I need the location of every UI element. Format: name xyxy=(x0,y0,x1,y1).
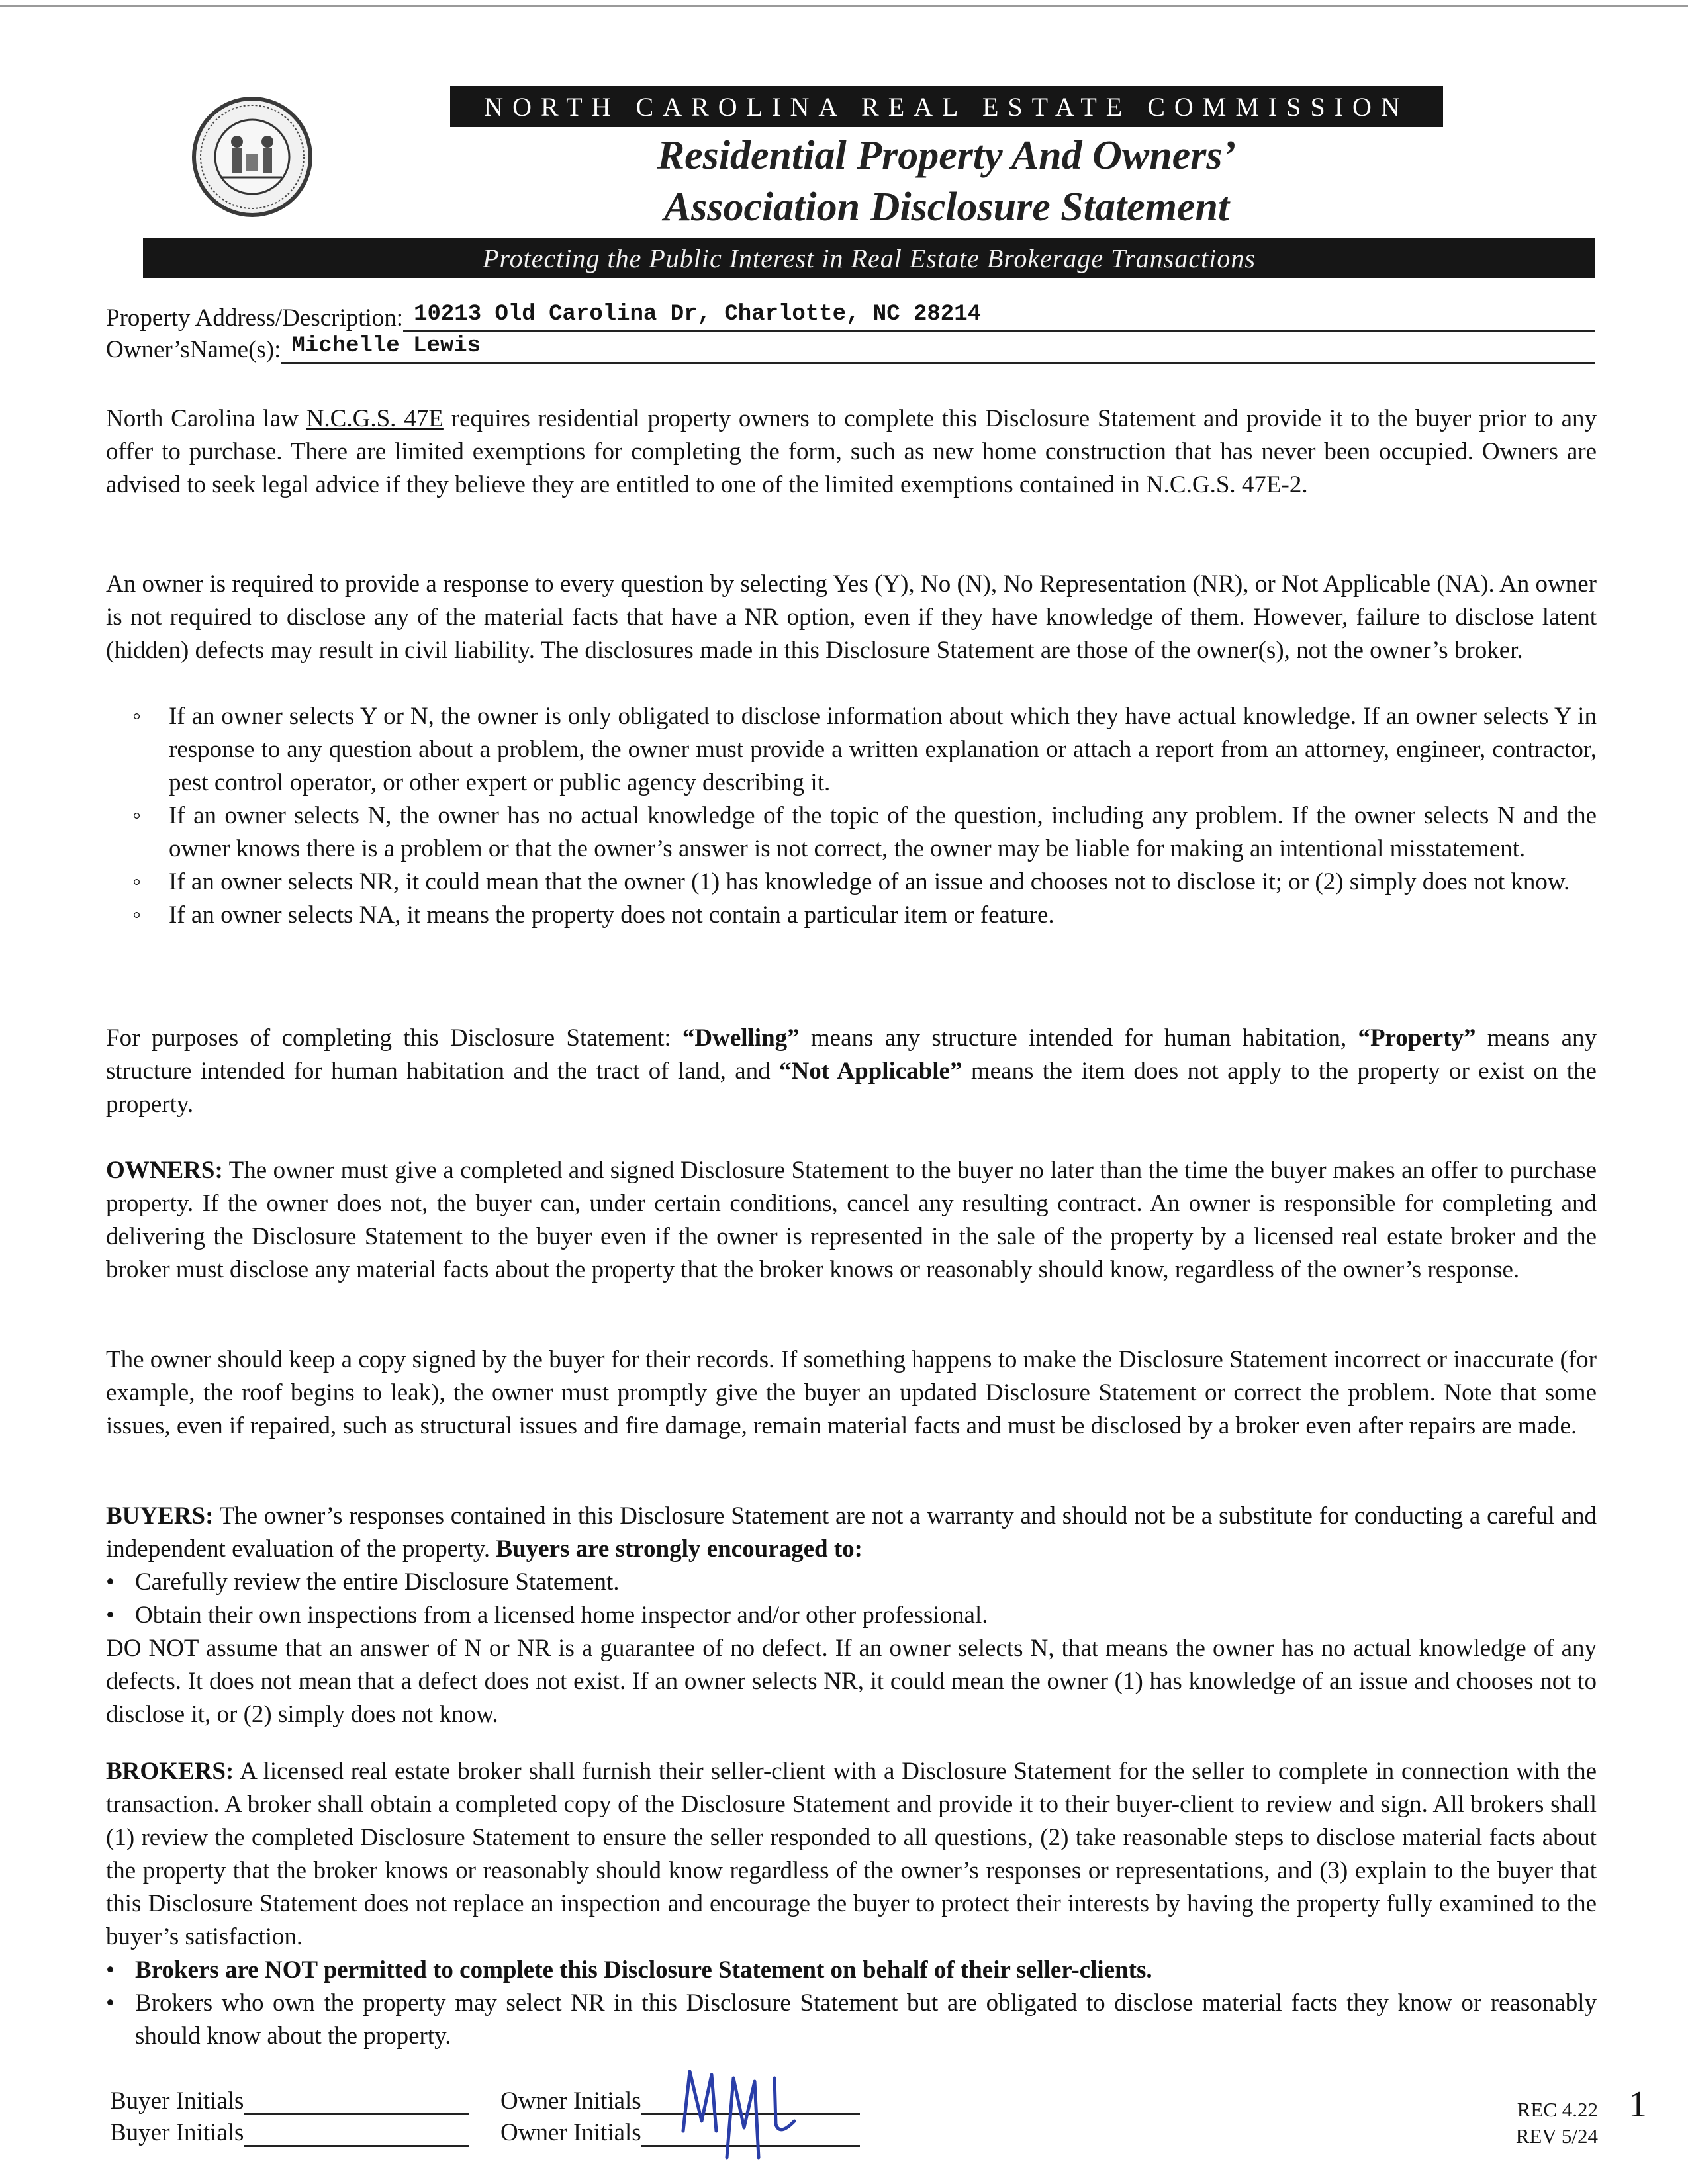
form-code: REC 4.22 xyxy=(1517,2098,1598,2121)
brokers-list-item: • Brokers who own the property may select NR in this Disclosure Statement but are obligated to disclose material facts they know or reasonably should know about the property. xyxy=(106,1987,1597,2053)
term-not-applicable: “Not Applicable” xyxy=(779,1058,962,1085)
definitions-text: For purposes of completing this Disclosure Statement: xyxy=(106,1024,682,1052)
buyer-initials-field[interactable] xyxy=(244,2087,469,2115)
brokers-text: A licensed real estate broker shall furnish their seller-client with a Disclosure Statement for the seller to complete in connection with the transaction. A broker shall obtain a completed copy of the Disclosure Statement and provide it to their buyer-client to review and sign. All brokers shall (1) review the completed Disclosure Statement to ensure the seller responded to all questions, (2) take reasonable steps to disclose material facts about the property that the broker knows or reasonably should know regardless of the owner’s responses or representations, and (3) explain to the buyer that this Disclosure Statement does not replace an inspection and encourage the buyer to protect their interests by having the property fully examined to the buyer’s satisfaction. xyxy=(106,1758,1597,1950)
definitions-text: means any structure intended for human habitation and the tract of land, and xyxy=(106,1024,1597,1085)
title-line-1: Residential Property And Owners’ xyxy=(657,133,1237,178)
owners-paragraph-2: The owner should keep a copy signed by the buyer for their records. If something happens to make the Disclosure Statement incorrect or inaccurate (for example, the roof begins to leak), the owner must promptly give the buyer an updated Disclosure Statement or correct the problem. Note that some issues, even if repaired, such as structural issues and fire damage, remain material facts and must be disclosed by a broker even after repairs are made. xyxy=(106,1346,1597,1439)
response-options-list xyxy=(132,700,1597,932)
buyers-text: The owner’s responses contained in this Disclosure Statement are not a warranty and should not be a substitute for conducting a careful and independent evaluation of the property. xyxy=(106,1502,1597,1563)
intro-text-cont: requires residential property owners to complete this Disclosure Statement and provide it to the buyer prior to any offer to purchase. There are limited exemptions for completing the form, such as new home construction that has never been occupied. Owners are advised to seek legal advice if they believe they are entitled to one of the limited exemptions contained in N.C.G.S. 47E-2. xyxy=(106,405,1597,498)
definitions-paragraph xyxy=(106,1022,1597,1121)
option-item: ◦ If an owner selects N, the owner has no actual knowledge of the topic of the question, including any problem. If the owner selects N and the owner knows there is a problem or that the owner’s answer is not correct, the owner may be liable for making an intentional misstatement. xyxy=(132,799,1597,866)
property-address-field[interactable]: 10213 Old Carolina Dr, Charlotte, NC 28214 xyxy=(403,301,1595,332)
buyer-initials-row-1 xyxy=(110,2085,469,2115)
scan-edge-line xyxy=(0,5,1688,7)
brokers-bold-item: Brokers are NOT permitted to complete this Disclosure Statement on behalf of their seller-clients. xyxy=(135,1956,1152,1983)
option-item: ◦ If an owner selects Y or N, the owner is only obligated to disclose information about which they have actual knowledge. If an owner selects Y in response to any question about a problem, the owner must provide a written explanation or attach a report from an attorney, engineer, contractor, pest control operator, or other expert or public agency describing it. xyxy=(132,700,1597,799)
buyers-warning: DO NOT assume that an answer of N or NR is a guarantee of no defect. If an owner selects N, that means the owner has no actual knowledge of any defects. It does not mean that a defect does not exist. If an owner selects NR, it could mean the owner (1) has knowledge of an issue and chooses not to disclose it, or (2) simply does not know. xyxy=(106,1635,1597,1728)
owner-signature-initials xyxy=(675,2058,808,2171)
buyers-list xyxy=(106,1566,1597,1632)
tagline-banner: Protecting the Public Interest in Real Estate Brokerage Transactions xyxy=(143,238,1595,278)
term-property: “Property” xyxy=(1358,1024,1476,1052)
brokers-list xyxy=(106,1954,1597,2053)
commission-banner: NORTH CAROLINA REAL ESTATE COMMISSION xyxy=(450,86,1443,127)
owner-names-label: Owner’sName(s): xyxy=(106,336,281,363)
brokers-list-item xyxy=(106,1954,1597,1987)
option-item: ◦ If an owner selects NR, it could mean that the owner (1) has knowledge of an issue and chooses not to disclose it; or (2) simply does not know. xyxy=(132,866,1597,899)
owner-names-row xyxy=(106,334,1595,364)
property-address-label: Property Address/Description: xyxy=(106,304,404,332)
title-line-2: Association Disclosure Statement xyxy=(663,185,1230,230)
buyer-initials-row-2 xyxy=(110,2116,469,2147)
commission-seal-icon xyxy=(192,97,312,217)
intro-paragraph-1 xyxy=(106,402,1597,502)
buyers-list-item: • Carefully review the entire Disclosure Statement. xyxy=(106,1566,1597,1599)
statute-link[interactable]: N.C.G.S. 47E xyxy=(306,405,444,432)
term-dwelling: “Dwelling” xyxy=(682,1024,800,1052)
buyers-heading: BUYERS: xyxy=(106,1502,214,1529)
buyers-paragraph xyxy=(106,1500,1597,1566)
intro-paragraph-2: An owner is required to provide a response to every question by selecting Yes (Y), No (N), No Representation (NR), or Not Applicable (NA). An owner is not required to disclose any of the material facts that have a NR option, even if they have knowledge of them. However, failure to disclose latent (hidden) defects may result in civil liability. The disclosures made in this Disclosure Statement are those of the owner(s), not the owner’s broker. xyxy=(106,570,1597,664)
buyers-list-item: • Obtain their own inspections from a licensed home inspector and/or other professional. xyxy=(106,1599,1597,1632)
form-revision: REV 5/24 xyxy=(1515,2124,1598,2148)
page-number: 1 xyxy=(1628,2084,1647,2125)
document-title xyxy=(463,130,1430,233)
buyer-initials-label: Buyer Initials xyxy=(110,2087,244,2115)
owners-text: The owner must give a completed and signed Disclosure Statement to the buyer no later than the time the buyer makes an offer to purchase property. If the owner does not, the buyer can, under certain conditions, cancel any resulting contract. An owner is responsible for completing and delivering the Disclosure Statement to the buyer even if the owner is represented in the sale of the property by a licensed real estate broker and the broker must disclose any material facts about the property that the broker knows or reasonably should know, regardless of the owner’s response. xyxy=(106,1157,1597,1283)
property-address-row xyxy=(106,302,1595,332)
buyers-strong-text: Buyers are strongly encouraged to: xyxy=(496,1535,863,1563)
definitions-text: means any structure intended for human habitation, xyxy=(799,1024,1358,1052)
owner-names-field[interactable]: Michelle Lewis xyxy=(281,333,1595,364)
owners-paragraph xyxy=(106,1154,1597,1287)
owner-initials-label: Owner Initials xyxy=(500,2119,641,2146)
owners-heading: OWNERS: xyxy=(106,1157,223,1184)
brokers-paragraph xyxy=(106,1755,1597,1954)
buyer-initials-label: Buyer Initials xyxy=(110,2119,244,2146)
intro-text: North Carolina law xyxy=(106,405,306,432)
brokers-heading: BROKERS: xyxy=(106,1758,234,1785)
buyer-initials-field[interactable] xyxy=(244,2118,469,2147)
owner-initials-label: Owner Initials xyxy=(500,2087,641,2115)
definitions-text: means the item does not apply to the property or exist on the property. xyxy=(106,1058,1597,1118)
option-item: ◦ If an owner selects NA, it means the property does not contain a particular item or feature. xyxy=(132,899,1597,932)
